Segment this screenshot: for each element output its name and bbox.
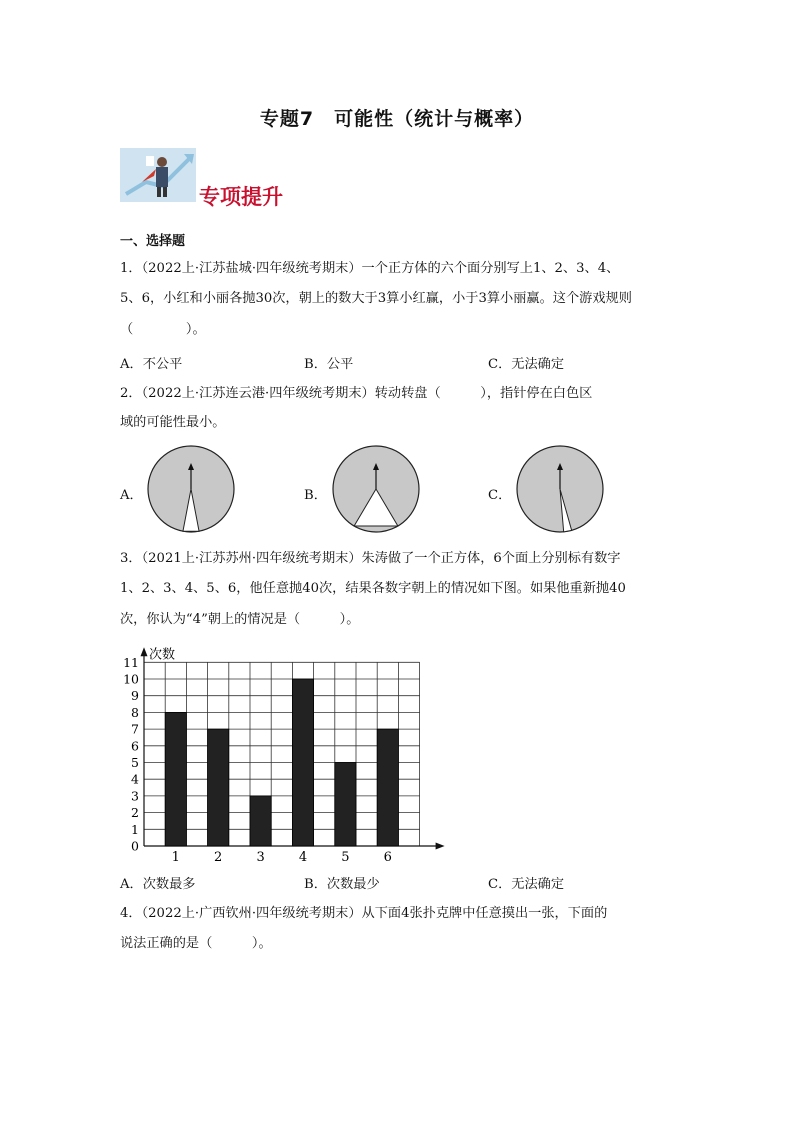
question-4-line-1: 4．（2022上·广西钦州·四年级统考期末）从下面4张扑克牌中任意摸出一张，下面的 bbox=[120, 906, 608, 921]
question-2-option-a[interactable]: A． bbox=[120, 488, 143, 503]
question-1-option-b[interactable]: B．公平 bbox=[304, 357, 354, 372]
y-tick-label: 1 bbox=[131, 821, 139, 837]
question-1-line-1: 1．（2022上·江苏盐城·四年级统考期末）一个正方体的六个面分别写上1、2、3、4、 bbox=[120, 261, 620, 276]
y-tick-label: 0 bbox=[131, 838, 139, 854]
x-axis-arrow bbox=[436, 843, 445, 850]
spinner-c bbox=[514, 443, 606, 535]
question-2-option-c[interactable]: C． bbox=[488, 488, 512, 503]
spinner-a bbox=[145, 443, 237, 535]
question-3-option-b[interactable]: B．次数最少 bbox=[304, 877, 380, 892]
y-tick-label: 4 bbox=[131, 771, 139, 787]
x-tick-label: 1 bbox=[171, 850, 180, 865]
bar-6 bbox=[377, 729, 398, 846]
question-3-line-1: 3．（2021上·江苏苏州·四年级统考期末）朱涛做了一个正方体，6个面上分别标有数字 bbox=[120, 551, 621, 566]
bar-4 bbox=[292, 679, 313, 846]
question-1-option-c[interactable]: C．无法确定 bbox=[488, 357, 565, 372]
bar-1 bbox=[165, 712, 186, 846]
question-1-line-2: 5、6，小红和小丽各抛30次，朝上的数大于3算小红赢，小于3算小丽赢。这个游戏规则 bbox=[120, 291, 632, 306]
y-tick-label: 6 bbox=[131, 738, 139, 754]
y-tick-label: 10 bbox=[123, 671, 139, 687]
x-tick-label: 2 bbox=[214, 850, 223, 865]
question-2-option-b[interactable]: B． bbox=[304, 488, 327, 503]
page-title: 专题7 可能性（统计与概率） bbox=[259, 108, 535, 130]
y-tick-label: 9 bbox=[131, 688, 139, 704]
bar-3 bbox=[250, 796, 271, 846]
question-3-option-a[interactable]: A．次数最多 bbox=[120, 877, 196, 892]
question-2-line-2: 域的可能性最小。 bbox=[120, 415, 226, 430]
question-3-line-2: 1、2、3、4、5、6，他任意抛40次，结果各数字朝上的情况如下图。如果他重新抛40 bbox=[120, 581, 626, 596]
question-3-line-3: 次，你认为“4”朝上的情况是（ ）。 bbox=[120, 612, 360, 627]
y-tick-label: 2 bbox=[131, 805, 139, 821]
y-tick-label: 5 bbox=[131, 755, 139, 770]
x-tick-label: 5 bbox=[341, 850, 350, 865]
question-1-option-a[interactable]: A．不公平 bbox=[120, 357, 183, 372]
bar-chart bbox=[118, 643, 448, 865]
y-axis-label: 次数 bbox=[149, 647, 176, 663]
y-tick-label: 7 bbox=[131, 721, 139, 737]
bar-2 bbox=[208, 729, 229, 846]
x-tick-label: 3 bbox=[256, 850, 265, 865]
y-tick-label: 8 bbox=[131, 704, 139, 720]
y-axis-arrow bbox=[141, 647, 148, 656]
y-tick-label: 11 bbox=[123, 654, 139, 670]
x-tick-label: 4 bbox=[298, 850, 308, 865]
banner-label: 专项提升 bbox=[199, 185, 283, 209]
bar-5 bbox=[335, 763, 356, 847]
question-2-line-1: 2．（2022上·江苏连云港·四年级统考期末）转动转盘（ ），指针停在白色区 bbox=[120, 386, 593, 401]
section-heading: 一、选择题 bbox=[120, 234, 186, 249]
x-tick-label: 6 bbox=[383, 850, 392, 865]
question-3-option-c[interactable]: C．无法确定 bbox=[488, 877, 565, 892]
banner-illustration bbox=[120, 148, 196, 202]
y-tick-label: 3 bbox=[131, 788, 139, 804]
question-4-line-2: 说法正确的是（ ）。 bbox=[120, 936, 272, 951]
spinner-b bbox=[330, 443, 422, 535]
question-1-line-3: （ ）。 bbox=[120, 322, 206, 337]
